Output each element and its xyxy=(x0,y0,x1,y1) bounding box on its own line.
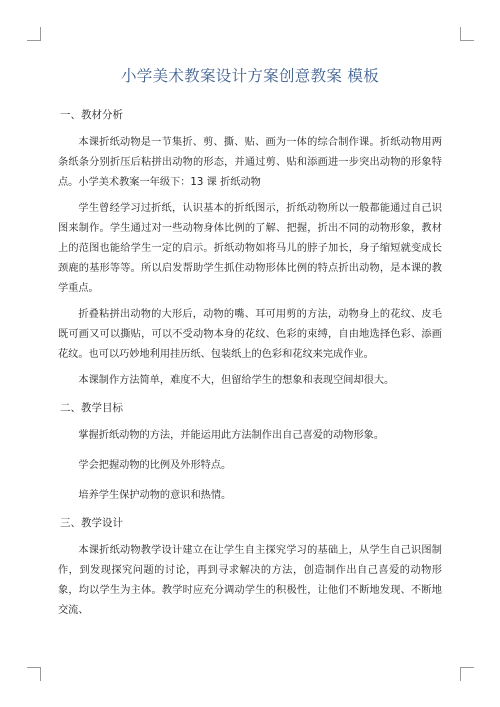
crop-mark-top-left xyxy=(27,27,41,41)
section-heading: 二、教学目标 xyxy=(60,402,123,414)
document-body xyxy=(58,108,442,627)
paragraph: 学生曾经学习过折纸，认识基本的折纸图示，折纸动物所以一般都能通过自己识图来制作。学生通过对一些动物身体比例的了解、把握，折出不同的动物形象，教材上的范图也能给学生一定的启示。折纸动物如将马儿的脖子加长，身子缩短就变成长颈鹿的基形等等。所以启发帮助学生抓住动物形体比例的特点折出动物，是本课的教学重点。 xyxy=(58,203,442,294)
section-heading: 一、教材分析 xyxy=(60,109,123,121)
paragraph: 学会把握动物的比例及外形特点。 xyxy=(78,460,232,471)
paragraph: 本课折纸动物是一节集折、剪、撕、贴、画为一体的综合制作课。折纸动物用两条纸条分别折压后粘拼出动物的形态，并通过剪、贴和添画进一步突出动物的形象特点。小学美术教案一年级下：13 课 折纸动物 xyxy=(58,137,442,188)
crop-mark-bottom-left xyxy=(27,667,41,681)
paragraph: 本课折纸动物教学设计建立在让学生自主探究学习的基础上，从学生自己识图制作，到发现探究问题的讨论，再到寻求解决的方法，创造制作出自己喜爱的动物形象，均以学生为主体。教学时应充分调动学生的积极性，让他们不断地发现、不断地交流、 xyxy=(58,545,442,616)
paragraph: 本课制作方法简单，难度不大，但留给学生的想象和表现空间却很大。 xyxy=(78,375,395,386)
crop-mark-top-right xyxy=(460,27,474,41)
section-heading: 三、教学设计 xyxy=(60,517,123,529)
crop-mark-bottom-right xyxy=(460,667,474,681)
paragraph: 掌握折纸动物的方法，并能运用此方法制作出自己喜爱的动物形象。 xyxy=(78,430,385,441)
paragraph: 折叠粘拼出动物的大形后，动物的嘴、耳可用剪的方法，动物身上的花纹、皮毛既可画又可以撕贴，可以不受动物本身的花纹、色彩的束缚，自由地选择色彩、添画花纹。也可以巧妙地利用挂历纸、包装纸上的色彩和花纹来完成作业。 xyxy=(58,309,442,360)
paragraph: 培养学生保护动物的意识和热情。 xyxy=(78,490,232,501)
document-title: 小学美术教案设计方案创意教案 模板 xyxy=(120,67,380,85)
